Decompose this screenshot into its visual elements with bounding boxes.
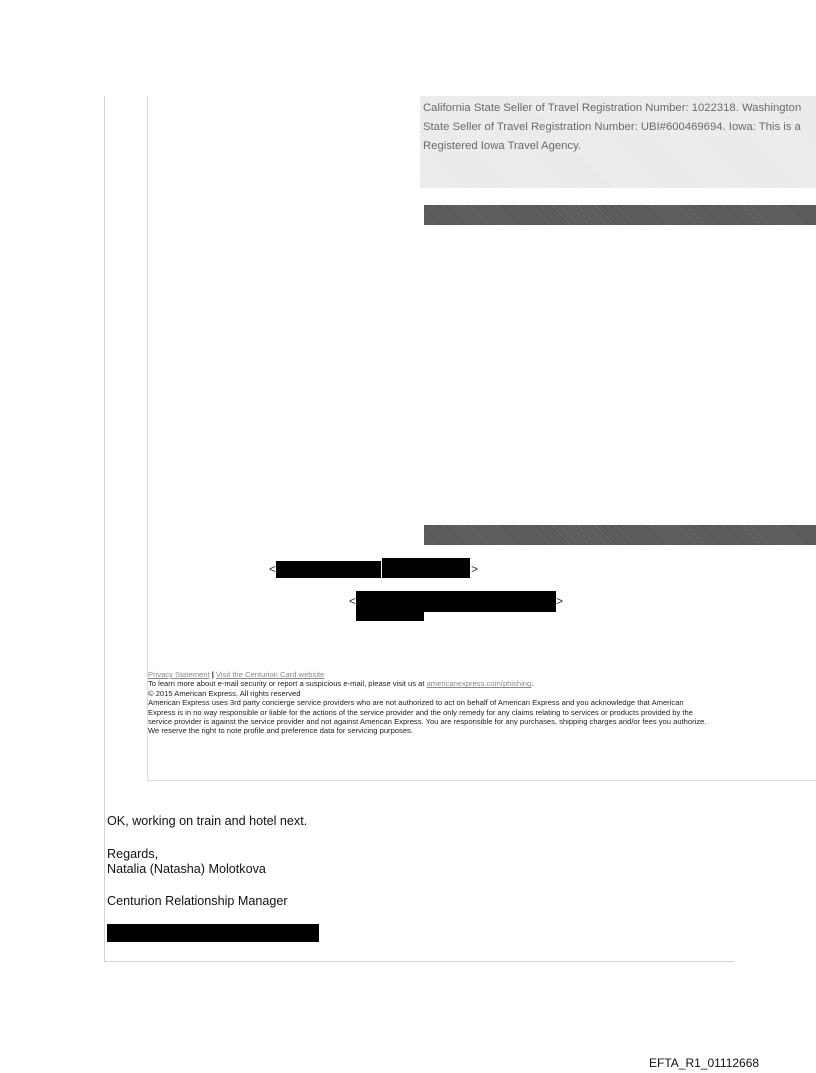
outer-frame-left-border bbox=[104, 96, 105, 962]
outer-frame-bottom-border bbox=[104, 961, 734, 962]
disclaimer-line-4: We reserve the right to note profile and preference data for servicing purposes. bbox=[148, 726, 413, 736]
seller-line-3: Registered Iowa Travel Agency. bbox=[423, 140, 582, 152]
footer-separator: | bbox=[211, 670, 214, 679]
redaction-block bbox=[356, 591, 556, 612]
seller-line-2: State Seller of Travel Registration Number: UBI#600469694. Iowa: This is a bbox=[423, 121, 801, 133]
security-text: To learn more about e-mail security or report a suspicious e-mail, please visit us at bbox=[148, 679, 427, 689]
redacted-line-1-close: > bbox=[471, 562, 479, 576]
seller-registration-box bbox=[420, 96, 816, 188]
security-end: . bbox=[531, 679, 534, 689]
disclaimer-line-1: American Express uses 3rd party concierge service providers who are not authorized to act on behalf of American Express and you acknowledge that American bbox=[148, 698, 684, 708]
footer-links-row bbox=[148, 670, 816, 679]
email-footer bbox=[148, 670, 816, 736]
redaction-block bbox=[382, 558, 470, 578]
redaction-block bbox=[107, 924, 319, 942]
privacy-statement-link[interactable]: Privacy Statement bbox=[148, 670, 210, 679]
redacted-line-1-open: < bbox=[269, 562, 277, 576]
inner-frame-bottom-border bbox=[147, 780, 816, 781]
sender-name: Natalia (Natasha) Molotkova bbox=[107, 862, 266, 876]
redaction-block bbox=[276, 561, 381, 578]
security-row bbox=[148, 679, 816, 688]
disclaimer-line-2: Express is in no way responsible or liable for the actions of the service provider and the only remedy for any claims relating to services or products provided by the bbox=[148, 707, 693, 717]
document-id: EFTA_R1_01112668 bbox=[649, 1056, 760, 1070]
centurion-website-link[interactable]: Visit the Centurion Card website bbox=[216, 670, 325, 679]
redacted-line-2-open: < bbox=[349, 594, 357, 608]
regards-text: Regards, bbox=[107, 847, 159, 861]
copyright-text: © 2015 American Express. All rights reserved bbox=[148, 688, 301, 698]
sender-title: Centurion Relationship Manager bbox=[107, 894, 288, 908]
header-dark-bar bbox=[424, 205, 816, 225]
redacted-line-2-close: > bbox=[556, 594, 564, 608]
seller-registration-text bbox=[423, 99, 816, 156]
disclaimer-line-3: service provider is against the service provider and not against American Express. You are responsible for any purchases, shipping charges and/or fees you authorize. bbox=[148, 717, 707, 727]
redaction-block bbox=[356, 610, 424, 621]
footer-dark-bar bbox=[424, 525, 816, 545]
seller-line-1: California State Seller of Travel Registration Number: 1022318. Washington bbox=[423, 102, 802, 114]
phishing-link[interactable]: americanexpress.com/phishing bbox=[426, 679, 532, 689]
reply-message: OK, working on train and hotel next. bbox=[107, 814, 308, 828]
